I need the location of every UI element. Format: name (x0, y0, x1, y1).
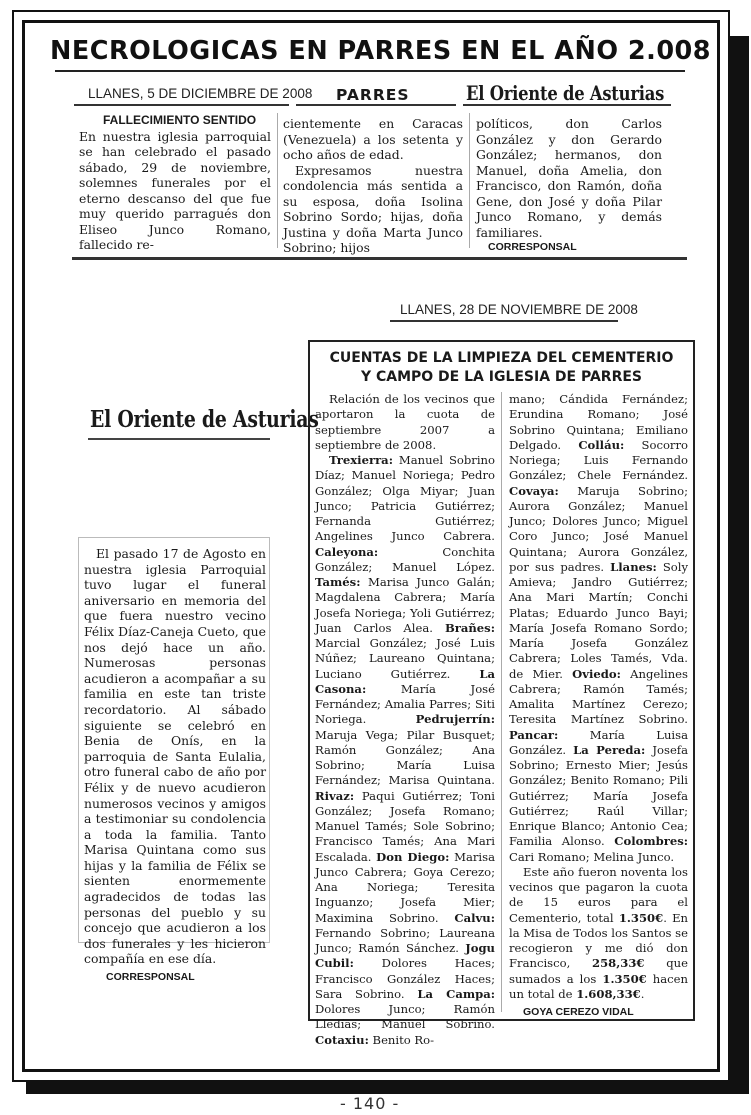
article3-intro: Relación de los vecinos que aportaron la cuota de septiembre 2007 a septiembre de 2008. (315, 392, 495, 452)
article1-section: PARRES (336, 86, 410, 104)
article2-newspaper-logo: El Oriente de Asturias (90, 406, 319, 433)
article1-column-1 (79, 113, 271, 253)
place-name: Jogu Cubil: (315, 941, 495, 971)
article1-byline: CORRESPONSAL (488, 241, 577, 253)
place-name: Covaya: (509, 483, 559, 498)
column-divider (501, 392, 502, 1012)
resident-names: Socorro Noriega; Luis Fernando González; Chele Fernández. (509, 437, 688, 483)
resident-names: Soly Amieva; Jandro Gutiérrez; Ana Mari Martín; Conchi Platas; Eduardo Junco Bayi; María Josefa Romano Sordo; María Josefa González Cabrera; Loles Tamés, Vda. de Mier. (509, 559, 688, 681)
resident-names: Fernando Sobrino; Laureana Junco; Ramón Sánchez. (315, 925, 495, 955)
article1-section-rule (296, 104, 456, 106)
place-name: La Casona: (315, 666, 495, 696)
place-name: Colláu: (578, 437, 625, 452)
place-name: Cotaxiu: (315, 1032, 369, 1047)
place-name: Rivaz: (315, 788, 355, 803)
article3-byline: GOYA CEREZO VIDAL (523, 1006, 634, 1018)
article3-col2-lead: mano; Cándida Fernández; Erundina Romano; José Sobrino Quintana; Emiliano Delgado. (509, 392, 688, 452)
place-name: Llanes: (610, 559, 657, 574)
place-name: Don Diego: (376, 849, 450, 864)
place-name: Caleyona: (315, 544, 379, 559)
resident-names: Benito Ro- (368, 1032, 435, 1047)
article3-title-line1: CUENTAS DE LA LIMPIEZA DEL CEMENTERIO (329, 350, 674, 366)
place-name: Pedrujerrín: (415, 712, 495, 727)
article3-column-1 (315, 392, 495, 1048)
article1-newspaper-logo: El Oriente de Asturias (466, 81, 665, 105)
place-name: Calvu: (454, 910, 495, 925)
article1-bottom-rule (72, 257, 687, 260)
article2-body: El pasado 17 de Agosto en nuestra iglesia Parroquial tuvo lugar el funeral aniversario en memoria del que fuera nuestro vecino Félix Díaz-Caneja Cueto, que nos dejó hace un año. Numerosas personas acudieron a acompañar a su familia en este tan triste recordatorio. Al sábado siguiente se celebró en Benia de Onís, en la parroquia de Santa Eulalia, otro funeral cabo de año por Félix y de nuevo acudieron numerosos vecinos y amigos a testimoniar su condolencia a toda la familia. Tanto Marisa Quintana como sus hijas y la familia de Félix se sienten enormemente agradecidos de todas las personas del pueblo y su concejo que acudieron a los dos funerales y les hicieron compañía en ese día. (84, 546, 266, 967)
closing-text: hacen un total de (509, 971, 688, 1001)
closing-amount: 258,33€ (592, 956, 645, 971)
article1-column-3 (476, 116, 662, 256)
place-name: Colombres: (614, 834, 688, 849)
closing-amount: 1.350€ (602, 971, 647, 986)
resident-names: Dolores Haces; Francisco González Haces; Sara Sobrino. (315, 956, 495, 1001)
closing-text: que sumados a los (509, 956, 688, 986)
resident-names: Dolores Junco; Ramón Lledías; Manuel Sobrino. (315, 1002, 495, 1032)
closing-text: . En la Misa de Todos los Santos se recogieron y me dió don Francisco, (509, 910, 688, 971)
article1-date-rule (74, 104, 289, 106)
article1-col3-text: políticos, don Carlos González y don Gerardo González; hermanos, don Manuel, doña Amelia, don Francisco, don Ramón, doña Gene, don José y doña Pilar Junco Romano, y demás familiares. (476, 116, 662, 240)
resident-names: María Luisa González. (509, 727, 688, 757)
article2-byline: CORRESPONSAL (106, 971, 195, 984)
closing-amount: 1.350€ (618, 910, 664, 925)
article3-title (318, 349, 685, 387)
article1-heading: FALLECIMIENTO SENTIDO (103, 113, 257, 127)
closing-text: . (640, 986, 645, 1001)
article3-col1-list (315, 453, 495, 1048)
place-name: La Campa: (417, 986, 495, 1001)
resident-names: Marcial González; José Luis Núñez; Laureano Quintana; Luciano Gutiérrez. (315, 636, 495, 681)
article2-body-column (84, 546, 266, 986)
article3-closing (509, 865, 688, 1002)
article3-title-line2: Y CAMPO DE LA IGLESIA DE PARRES (360, 369, 643, 385)
article1-col1-text: En nuestra iglesia parroquial se han celebrado el pasado sábado, 29 de noviembre, solemnes funerales por el eterno descanso del que fue muy querido parragués don Eliseo Junco Romano, fallecido re- (79, 128, 271, 252)
closing-text: Este año fueron noventa los vecinos que pagaron la cuota de 15 euros para el Cementerio, total (509, 864, 688, 925)
article3-col2-list (509, 392, 688, 865)
resident-names: Marisa Junco Cabrera; Goya Cerezo; Ana Noriega; Teresita Inguanzo; Josefa Mier; Maximina Sobrino. (315, 849, 495, 925)
resident-names: Paqui Gutiérrez; Toni González; Josefa Romano; Manuel Tamés; Sole Sobrino; Francisco Tamés; Ana Mari Escalada. (315, 788, 495, 864)
place-name: Trexierra: (329, 453, 393, 467)
place-name: Oviedo: (572, 666, 621, 681)
resident-names: Josefa Sobrino; Ernesto Mier; Jesús González; Benito Romano; Pili Gutiérrez; María Josefa Gutiérrez; Raúl Villar; Enrique Blanco; Antonio Cea; Familia Alonso. (509, 742, 689, 849)
resident-names: Maruja Sobrino; Aurora González; Manuel Junco; Dolores Junco; Miguel Coro Junco; José Manuel Quintana; Aurora González, por sus padres. (509, 483, 688, 574)
article1-date: LLANES, 5 DE DICIEMBRE DE 2008 (88, 86, 313, 101)
closing-amount: 1.608,33€ (576, 986, 641, 1001)
title-rule (55, 70, 685, 72)
article3-date: LLANES, 28 DE NOVIEMBRE DE 2008 (400, 302, 638, 317)
article1-column-2 (283, 116, 463, 256)
place-name: Pancar: (509, 727, 559, 742)
place-name: La Pereda: (573, 742, 646, 757)
resident-names: Angelines Cabrera; Ramón Tamés; Amalita Martínez Cerezo; Teresita Martínez Sobrino. (509, 666, 688, 727)
page-number: - 140 - (340, 1094, 400, 1113)
article1-col2-p1: cientemente en Caracas (Venezuela) a los setenta y ocho años de edad. (283, 116, 463, 162)
resident-names: Conchita González; Manuel López. (315, 544, 495, 574)
article1-logo-rule (463, 104, 671, 106)
column-divider (469, 113, 470, 248)
article2-logo-rule (88, 438, 270, 440)
place-name: Tamés: (315, 575, 361, 589)
article3-column-2 (509, 392, 688, 1020)
resident-names: Cari Romano; Melina Junco. (509, 849, 675, 864)
column-divider (277, 113, 278, 248)
resident-names: Manuel Sobrino Díaz; Manuel Noriega; Pedro González; Olga Miyar; Juan Junco; Patricia Gutiérrez; Fernanda Gutiérrez; Angelines Junco Cabrera. (315, 453, 495, 544)
place-name: Brañes: (444, 620, 495, 635)
article1-col2-p2: Expresamos nuestra condolencia más sentida a su esposa, doña Isolina Sobrino Sordo; hijas, doña Justina y doña Marta Junco Sobrino; hijos (283, 162, 463, 255)
article3-date-rule (390, 320, 618, 322)
resident-names: María José Fernández; Amalia Parres; Siti Noriega. (315, 681, 495, 727)
page-title: NECROLOGICAS EN PARRES EN EL AÑO 2.008 (50, 36, 712, 66)
resident-names: Maruja Vega; Pilar Busquet; Ramón González; Ana Sobrino; María Luisa Fernández; Marisa Quintana. (315, 727, 495, 788)
resident-names: Marisa Junco Galán; Magdalena Cabrera; María Josefa Noriega; Yoli Gutiérrez; Juan Carlos Alea. (315, 575, 495, 635)
